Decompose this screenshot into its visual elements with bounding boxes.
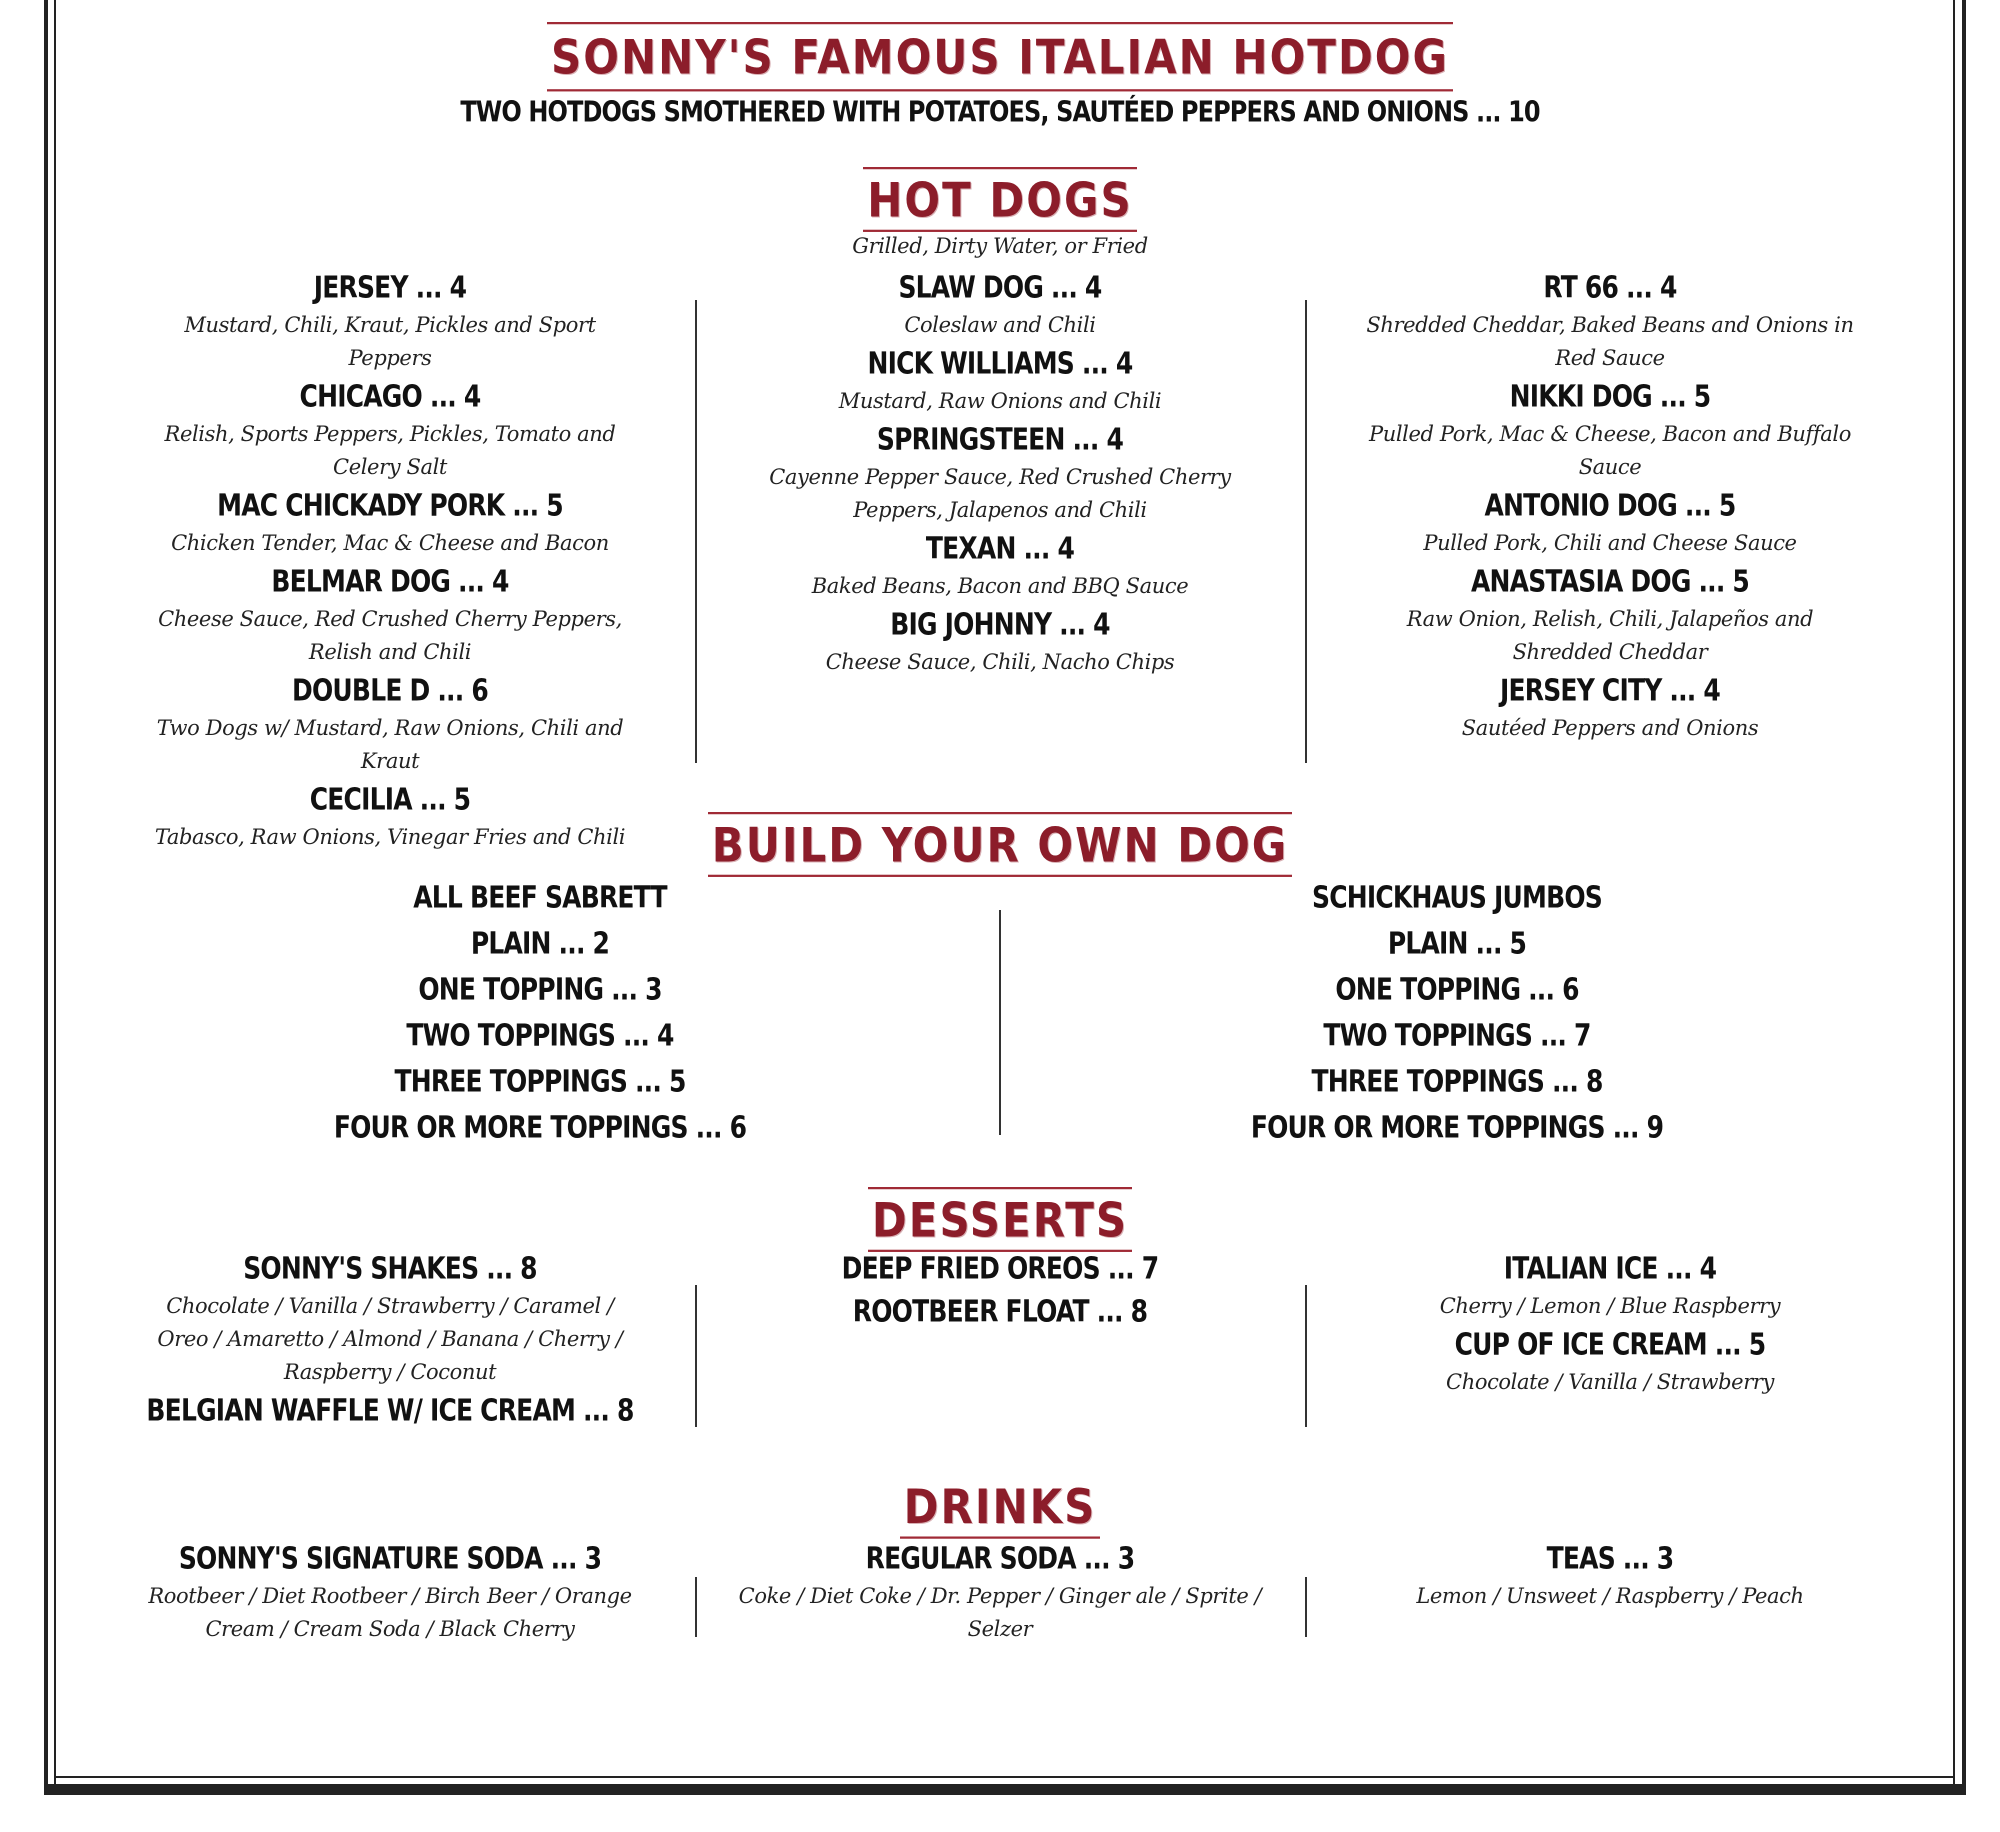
hot-dogs-column-2 — [740, 270, 1260, 688]
menu-item-description: Coke / Diet Coke / Dr. Pepper / Ginger ale / Sprite / Selzer — [738, 1584, 1262, 1641]
drinks-column-1 — [130, 1541, 650, 1655]
menu-item-description: Lemon / Unsweet / Raspberry / Peach — [1416, 1584, 1804, 1608]
byo-column-sabrett — [290, 879, 790, 1155]
byo-line-text: ALL BEEF SABRETT — [413, 880, 667, 915]
drinks-divider-1 — [695, 1577, 697, 1637]
menu-item-name: ROOTBEER FLOAT ... 8 — [852, 1294, 1148, 1329]
menu-item — [740, 607, 1260, 679]
menu-item-name-row — [740, 531, 1260, 570]
menu-item-name: REGULAR SODA ... 3 — [865, 1541, 1135, 1576]
menu-item-name-row — [1350, 488, 1870, 527]
menu-item-name-row — [1350, 564, 1870, 603]
byo-price-line — [290, 1017, 790, 1063]
menu-item — [1350, 1541, 1870, 1613]
menu-item-name-row — [130, 379, 650, 418]
byo-price-line — [290, 1063, 790, 1109]
menu-item-description: Pulled Pork, Chili and Cheese Sauce — [1423, 531, 1797, 555]
menu-item-name-row — [130, 564, 650, 603]
menu-item-description: Coleslaw and Chili — [904, 313, 1096, 337]
menu-item — [740, 1294, 1260, 1333]
byo-line-text: FOUR OR MORE TOPPINGS ... 6 — [333, 1110, 747, 1145]
menu-item — [130, 564, 650, 669]
menu-item-name-row — [1350, 673, 1870, 712]
drinks-column-3 — [1350, 1541, 1870, 1622]
featured-tagline-wrap — [0, 95, 2000, 129]
menu-item — [740, 1251, 1260, 1290]
menu-item — [130, 379, 650, 484]
drinks-column-2 — [730, 1541, 1270, 1655]
hot-dogs-divider-2 — [1305, 300, 1307, 763]
menu-item-name: CUP OF ICE CREAM ... 5 — [1454, 1327, 1766, 1362]
menu-item — [1350, 270, 1870, 375]
menu-item — [740, 270, 1260, 342]
menu-item-description: Two Dogs w/ Mustard, Raw Onions, Chili and Kraut — [156, 716, 624, 773]
menu-item — [740, 422, 1260, 527]
menu-item-name: SONNY'S SHAKES ... 8 — [243, 1251, 537, 1286]
drinks-divider-2 — [1305, 1577, 1307, 1637]
menu-item-name-row — [130, 1541, 650, 1580]
frame-border-bottom-inner — [54, 1776, 1955, 1778]
byo-price-line — [1207, 925, 1707, 971]
byo-heading-wrap — [0, 812, 2000, 873]
desserts-heading-wrap — [0, 1187, 2000, 1248]
menu-item — [730, 1541, 1270, 1646]
menu-item-name: SLAW DOG ... 4 — [898, 270, 1102, 305]
menu-item-name-row — [740, 346, 1260, 385]
menu-item-name: ITALIAN ICE ... 4 — [1503, 1251, 1717, 1286]
menu-item-name: RT 66 ... 4 — [1543, 270, 1677, 305]
menu-item — [130, 1541, 650, 1646]
hot-dogs-heading-wrap — [0, 167, 2000, 228]
menu-item — [1350, 379, 1870, 484]
menu-item-name: ANTONIO DOG ... 5 — [1484, 488, 1736, 523]
menu-item-name-row — [130, 270, 650, 309]
menu-item-name-row — [740, 422, 1260, 461]
hot-dogs-subtitle: Grilled, Dirty Water, or Fried — [852, 234, 1148, 258]
menu-item — [130, 1393, 650, 1432]
menu-item-name: ANASTASIA DOG ... 5 — [1470, 564, 1750, 599]
menu-item-name-row — [1350, 1541, 1870, 1580]
byo-line-text: THREE TOPPINGS ... 5 — [394, 1064, 686, 1099]
menu-item-name-row — [130, 673, 650, 712]
menu-item-name: CHICAGO ... 4 — [299, 379, 481, 414]
menu-item-name-row — [730, 1541, 1270, 1580]
menu-item-description: Sautéed Peppers and Onions — [1461, 716, 1759, 740]
hot-dogs-column-3 — [1350, 270, 1870, 754]
featured-section — [0, 22, 2000, 84]
byo-price-line — [1207, 971, 1707, 1017]
byo-column-title — [1207, 879, 1707, 925]
byo-line-text: PLAIN ... 5 — [1387, 926, 1527, 961]
byo-line-text: TWO TOPPINGS ... 4 — [406, 1018, 674, 1053]
menu-item — [740, 346, 1260, 418]
featured-tagline: TWO HOTDOGS SMOTHERED WITH POTATOES, SAUTÉED PEPPERS AND ONIONS ... 10 — [460, 95, 1540, 129]
menu-item-name-row — [1350, 379, 1870, 418]
menu-item-name: NIKKI DOG ... 5 — [1509, 379, 1711, 414]
menu-item-name: JERSEY ... 4 — [313, 270, 467, 305]
featured-title: SONNY'S FAMOUS ITALIAN HOTDOG — [547, 22, 1453, 92]
menu-item-description: Cayenne Pepper Sauce, Red Crushed Cherry Peppers, Jalapenos and Chili — [769, 465, 1231, 522]
menu-item-name-row — [1350, 1327, 1870, 1366]
desserts-divider-1 — [695, 1285, 697, 1427]
menu-item — [1350, 673, 1870, 745]
menu-item-name: NICK WILLIAMS ... 4 — [867, 346, 1133, 381]
menu-item — [130, 270, 650, 375]
menu-item — [130, 673, 650, 778]
menu-item-description: Cheese Sauce, Red Crushed Cherry Peppers, Relish and Chili — [158, 607, 622, 664]
byo-price-line — [290, 1109, 790, 1155]
menu-item-name-row — [740, 1294, 1260, 1333]
byo-line-text: TWO TOPPINGS ... 7 — [1323, 1018, 1591, 1053]
desserts-title: DESSERTS — [868, 1187, 1132, 1252]
menu-item-name-row — [740, 1251, 1260, 1290]
menu-item — [1350, 1251, 1870, 1323]
menu-item-name: BELMAR DOG ... 4 — [271, 564, 509, 599]
menu-item-description: Chocolate / Vanilla / Strawberry / Caramel / Oreo / Amaretto / Almond / Banana / Cherry / Raspberry / Coconut — [157, 1294, 623, 1384]
menu-item-description: Raw Onion, Relish, Chili, Jalapeños and Shredded Cheddar — [1406, 607, 1814, 664]
byo-divider — [999, 910, 1001, 1135]
menu-item-name: TEXAN ... 4 — [925, 531, 1075, 566]
menu-item-description: Tabasco, Raw Onions, Vinegar Fries and Chili — [154, 825, 626, 849]
byo-line-text: THREE TOPPINGS ... 8 — [1311, 1064, 1603, 1099]
byo-line-text: SCHICKHAUS JUMBOS — [1311, 880, 1602, 915]
byo-price-line — [1207, 1063, 1707, 1109]
menu-item — [130, 488, 650, 560]
desserts-column-1 — [130, 1251, 650, 1441]
desserts-column-3 — [1350, 1251, 1870, 1408]
menu-item-description: Cherry / Lemon / Blue Raspberry — [1439, 1294, 1781, 1318]
menu-item-name: JERSEY CITY ... 4 — [1499, 673, 1721, 708]
menu-item-name: MAC CHICKADY PORK ... 5 — [217, 488, 563, 523]
menu-item-name: SONNY'S SIGNATURE SODA ... 3 — [178, 1541, 602, 1576]
menu-item — [130, 1251, 650, 1389]
menu-item-description: Shredded Cheddar, Baked Beans and Onions in Red Sauce — [1366, 313, 1854, 370]
menu-item-name-row — [1350, 1251, 1870, 1290]
menu-item — [740, 531, 1260, 603]
menu-item-name: BIG JOHNNY ... 4 — [890, 607, 1110, 642]
menu-item-name-row — [130, 488, 650, 527]
byo-column-schickhaus — [1207, 879, 1707, 1155]
byo-price-line — [290, 971, 790, 1017]
menu-item-description: Cheese Sauce, Chili, Nacho Chips — [825, 650, 1175, 674]
byo-price-line — [1207, 1017, 1707, 1063]
menu-item-name: TEAS ... 3 — [1546, 1541, 1674, 1576]
byo-line-text: ONE TOPPING ... 6 — [1335, 972, 1579, 1007]
menu-item — [1350, 564, 1870, 669]
hot-dogs-divider-1 — [695, 300, 697, 763]
byo-line-text: FOUR OR MORE TOPPINGS ... 9 — [1250, 1110, 1664, 1145]
byo-line-text: PLAIN ... 2 — [470, 926, 610, 961]
menu-item-description: Relish, Sports Peppers, Pickles, Tomato and Celery Salt — [164, 422, 616, 479]
drinks-heading-wrap — [0, 1476, 2000, 1535]
menu-item-name: BELGIAN WAFFLE W/ ICE CREAM ... 8 — [146, 1393, 634, 1428]
byo-column-title — [290, 879, 790, 925]
menu-item-description: Chocolate / Vanilla / Strawberry — [1446, 1370, 1774, 1394]
menu-item-description: Pulled Pork, Mac & Cheese, Bacon and Buffalo Sauce — [1368, 422, 1851, 479]
drinks-title: DRINKS — [900, 1476, 1101, 1539]
desserts-column-2 — [740, 1251, 1260, 1342]
byo-line-text: ONE TOPPING ... 3 — [418, 972, 662, 1007]
hot-dogs-title: HOT DOGS — [863, 167, 1136, 232]
menu-item-name: DOUBLE D ... 6 — [292, 673, 488, 708]
menu-item-description: Mustard, Chili, Kraut, Pickles and Sport Peppers — [184, 313, 596, 370]
menu-item-name: SPRINGSTEEN ... 4 — [876, 422, 1124, 457]
frame-border-bottom — [44, 1784, 1966, 1795]
desserts-divider-2 — [1305, 1285, 1307, 1427]
menu-item-description: Rootbeer / Diet Rootbeer / Birch Beer / Orange Cream / Cream Soda / Black Cherry — [148, 1584, 632, 1641]
menu-item-name-row — [130, 1251, 650, 1290]
menu-item-name: DEEP FRIED OREOS ... 7 — [841, 1251, 1159, 1286]
byo-price-line — [290, 925, 790, 971]
menu-item-name-row — [1350, 270, 1870, 309]
byo-price-line — [1207, 1109, 1707, 1155]
byo-title: BUILD YOUR OWN DOG — [708, 812, 1293, 877]
menu-item-name-row — [740, 270, 1260, 309]
menu-item-description: Mustard, Raw Onions and Chili — [838, 389, 1162, 413]
menu-item-name-row — [130, 1393, 650, 1432]
menu-item-name-row — [740, 607, 1260, 646]
menu-item-description: Chicken Tender, Mac & Cheese and Bacon — [171, 531, 609, 555]
menu-item-description: Baked Beans, Bacon and BBQ Sauce — [811, 574, 1189, 598]
menu-item — [1350, 1327, 1870, 1399]
menu-item — [1350, 488, 1870, 560]
menu-item-name: CECILIA ... 5 — [309, 782, 471, 817]
hot-dogs-column-1 — [130, 270, 650, 863]
